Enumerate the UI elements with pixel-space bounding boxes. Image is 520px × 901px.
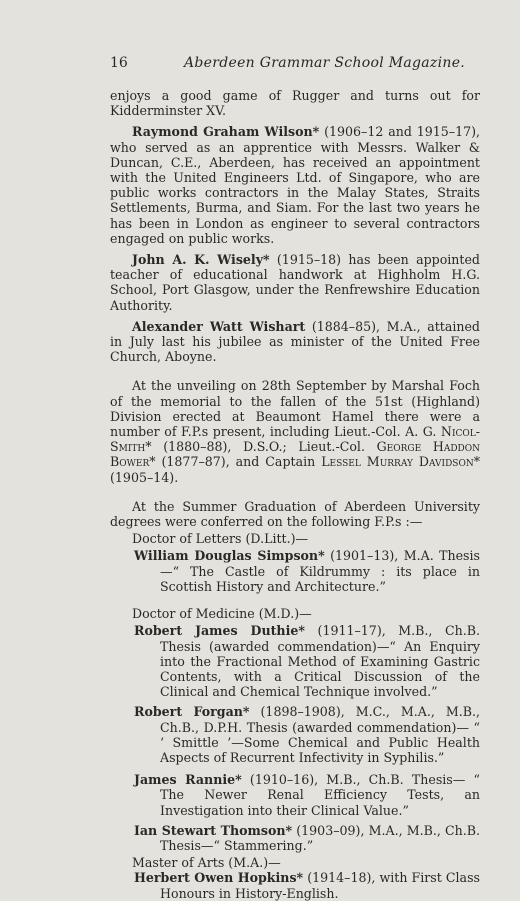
person-name: Raymond Graham Wilson* <box>132 124 320 140</box>
paragraph-graduation: At the Summer Graduation of Aberdeen University degrees were conferred on the following F.P.s :— <box>110 498 480 530</box>
paragraph-foch-memorial <box>110 378 480 484</box>
entry-forgan <box>110 704 480 765</box>
person-name: William Douglas Simpson* <box>134 548 325 564</box>
person-name: George Haddon Bower <box>110 439 481 470</box>
paragraph-text: (1915–18) has been appointed teacher of educational handwork at Highholm H.G. School, Port Glasgow, under the Renfrewshire Education Authority. <box>110 252 480 313</box>
entry-duthie <box>110 623 480 699</box>
entry-hopkins <box>110 870 480 900</box>
entry-text: (1911–17), M.B., Ch.B. Thesis (awarded commendation)—“ An Enquiry into the Fractional Method of Examining Gastric Contents, with a Critical Discussion of the Clinical and Chemical Technique involved.” <box>160 623 480 700</box>
paragraph-wishart <box>110 319 480 365</box>
entry-text: (1903–09), M.A., M.B., Ch.B. Thesis—“ Stammering.” <box>160 822 481 853</box>
entry-text: (1914–18), with First Class Honours in History-English. <box>160 870 480 901</box>
entry-text: (1898–1908), M.C., M.A., M.B., Ch.B., D.P.H. Thesis (awarded commendation)— “ ‘ Smittle ’—Some Chemical and Public Health Aspects of Recurrent Infectivity in Syphilis.” <box>160 704 480 765</box>
entry-simpson <box>110 548 480 594</box>
entry-rannie <box>110 772 480 818</box>
person-name: Nicol-Smith <box>110 424 480 455</box>
entry-text: (1910–16), M.B., Ch.B. Thesis— “ The Newer Renal Efficiency Tests, an Investigation into their Clinical Value.” <box>160 772 480 818</box>
paragraph-text: * (1877–87), and Captain <box>149 454 322 470</box>
entry-thomson <box>110 823 480 853</box>
section-heading-ma: Master of Arts (M.A.)— <box>132 855 281 871</box>
paragraph-rugger: enjoys a good game of Rugger and turns out for Kidderminster XV. <box>110 88 480 119</box>
person-name: John A. K. Wisely* <box>132 252 270 268</box>
page-header <box>110 56 480 76</box>
person-name: Alexander Watt Wishart <box>132 318 306 334</box>
person-name: Herbert Owen Hopkins* <box>134 870 304 886</box>
paragraph-text: (1906–12 and 1915–17), who served as an apprentice with Messrs. Walker & Duncan, C.E., Aberdeen, has received an appointment with the United Engineers Ltd. of Singapore, who are public works contractors in the Malay States, Straits Settlements, Burma, and Siam. For the last two years he has been in London as engineer to several contractors engaged on public works. <box>110 124 481 246</box>
running-title: Aberdeen Grammar School Magazine. <box>184 55 466 71</box>
paragraph-text: * (1905–14). <box>110 454 481 485</box>
person-name: Robert Forgan* <box>134 704 250 720</box>
paragraph-text: * (1880–88), D.S.O.; Lieut.-Col. <box>145 439 377 455</box>
section-heading-dlitt: Doctor of Letters (D.Litt.)— <box>132 531 309 547</box>
section-heading-md: Doctor of Medicine (M.D.)— <box>132 606 312 622</box>
paragraph-wilson <box>110 124 480 246</box>
person-name: Lessel Murray Davidson <box>321 454 474 470</box>
paragraph-wisely <box>110 252 480 313</box>
person-name: Ian Stewart Thomson* <box>134 822 293 838</box>
page-number: 16 <box>110 55 128 71</box>
person-name: Robert James Duthie* <box>134 623 305 639</box>
entry-text: (1901–13), M.A. Thesis —“ The Castle of Kildrummy : its place in Scottish History and Architecture.” <box>160 548 481 594</box>
person-name: James Rannie* <box>134 772 242 788</box>
paragraph-text: At the unveiling on 28th September by Marshal Foch of the memorial to the fallen of the 51st (Highland) Division erected at Beaumont Hamel there were a number of F.P.s present, including Lieut.-Col. A. G. <box>110 378 480 440</box>
paragraph-text: (1884–85), M.A., attained in July last his jubilee as minister of the United Free Church, Aboyne. <box>110 318 480 365</box>
